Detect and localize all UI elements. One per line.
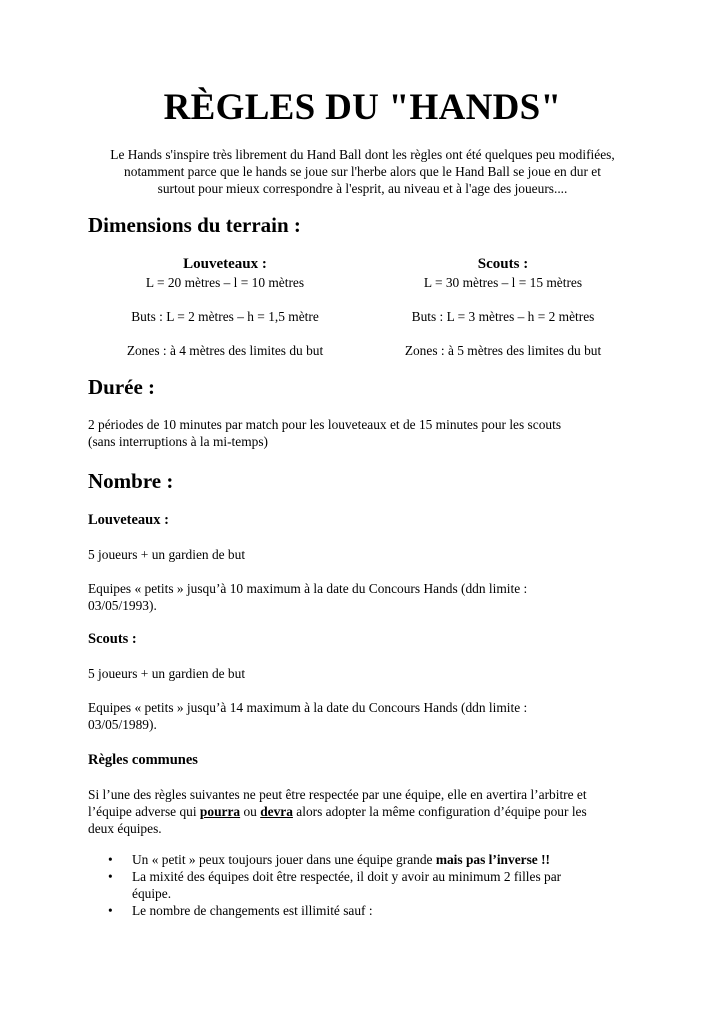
duree-line: (sans interruptions à la mi-temps) — [88, 434, 268, 449]
devra-emphasis: devra — [260, 804, 293, 819]
intro-paragraph — [80, 146, 645, 197]
bullet-icon: • — [108, 903, 113, 918]
scouts-teams-line: 03/05/1989). — [88, 717, 157, 732]
intro-line: surtout pour mieux correspondre à l'esprit, au niveau et à l'age des joueurs.... — [157, 181, 568, 196]
duree-line: 2 périodes de 10 minutes par match pour les louveteaux et de 15 minutes pour les scouts — [88, 417, 562, 432]
intro-line: Le Hands s'inspire très librement du Hand Ball dont les règles ont été quelques peu modifiées, — [110, 147, 615, 162]
scouts-zones: Zones : à 5 mètres des limites du but — [404, 343, 602, 358]
louveteaux-field-size: L = 20 mètres – l = 10 mètres — [145, 275, 305, 290]
rules-bullet-list — [88, 851, 648, 919]
duree-heading: Durée : — [88, 375, 156, 399]
communes-text: ou — [240, 804, 261, 819]
list-item — [88, 902, 648, 919]
scouts-caption: Scouts : — [477, 256, 529, 272]
bullet-text: Un « petit » peux toujours jouer dans une équipe grande — [132, 852, 436, 867]
louveteaux-teams-line: Equipes « petits » jusqu’à 10 maximum à la date du Concours Hands (ddn limite : — [88, 581, 528, 596]
bullet-icon: • — [108, 869, 113, 884]
list-item — [88, 868, 648, 902]
communes-line — [88, 803, 648, 820]
scouts-goal-size: Buts : L = 3 mètres – h = 2 mètres — [411, 309, 595, 324]
bullet-text: équipe. — [132, 886, 172, 901]
dimensions-heading: Dimensions du terrain : — [88, 213, 301, 237]
regles-communes-paragraph — [88, 786, 648, 837]
communes-text: l’équipe adverse qui — [88, 804, 200, 819]
louveteaux-dimensions-column — [80, 255, 370, 365]
nombre-heading: Nombre : — [88, 469, 174, 493]
pourra-emphasis: pourra — [199, 804, 241, 819]
bullet-bold-text: mais pas l’inverse !! — [435, 852, 551, 867]
duree-paragraph — [88, 416, 648, 450]
scouts-dimensions-column — [358, 255, 648, 365]
louveteaux-zones: Zones : à 4 mètres des limites du but — [126, 343, 324, 358]
communes-text: alors adopter la même configuration d’équipe pour les — [292, 804, 587, 819]
list-item — [88, 851, 648, 868]
louveteaux-caption: Louveteaux : — [183, 256, 267, 272]
louveteaux-goal-size: Buts : L = 2 mètres – h = 1,5 mètre — [131, 309, 319, 324]
communes-line: deux équipes. — [88, 821, 162, 836]
bullet-text: La mixité des équipes doit être respectée, il doit y avoir au minimum 2 filles par — [132, 869, 562, 884]
bullet-text: Le nombre de changements est illimité sauf : — [132, 903, 373, 918]
louveteaux-players: 5 joueurs + un gardien de but — [88, 547, 246, 562]
scouts-field-size: L = 30 mètres – l = 15 mètres — [423, 275, 583, 290]
communes-line: Si l’une des règles suivantes ne peut être respectée par une équipe, elle en avertira l’arbitre et — [88, 787, 587, 802]
scouts-players: 5 joueurs + un gardien de but — [88, 666, 246, 681]
bullet-icon: • — [108, 852, 113, 867]
louveteaux-teams — [88, 580, 648, 614]
nombre-louveteaux-heading: Louveteaux : — [88, 512, 169, 528]
louveteaux-teams-line: 03/05/1993). — [88, 598, 157, 613]
page-title: RÈGLES DU "HANDS" — [163, 87, 562, 128]
scouts-teams — [88, 699, 648, 733]
intro-line: notamment parce que le hands se joue sur l'herbe alors que le Hand Ball se joue en dur et — [124, 164, 601, 179]
nombre-scouts-heading: Scouts : — [88, 631, 137, 647]
scouts-teams-line: Equipes « petits » jusqu’à 14 maximum à la date du Concours Hands (ddn limite : — [88, 700, 528, 715]
regles-communes-heading: Règles communes — [88, 752, 198, 768]
